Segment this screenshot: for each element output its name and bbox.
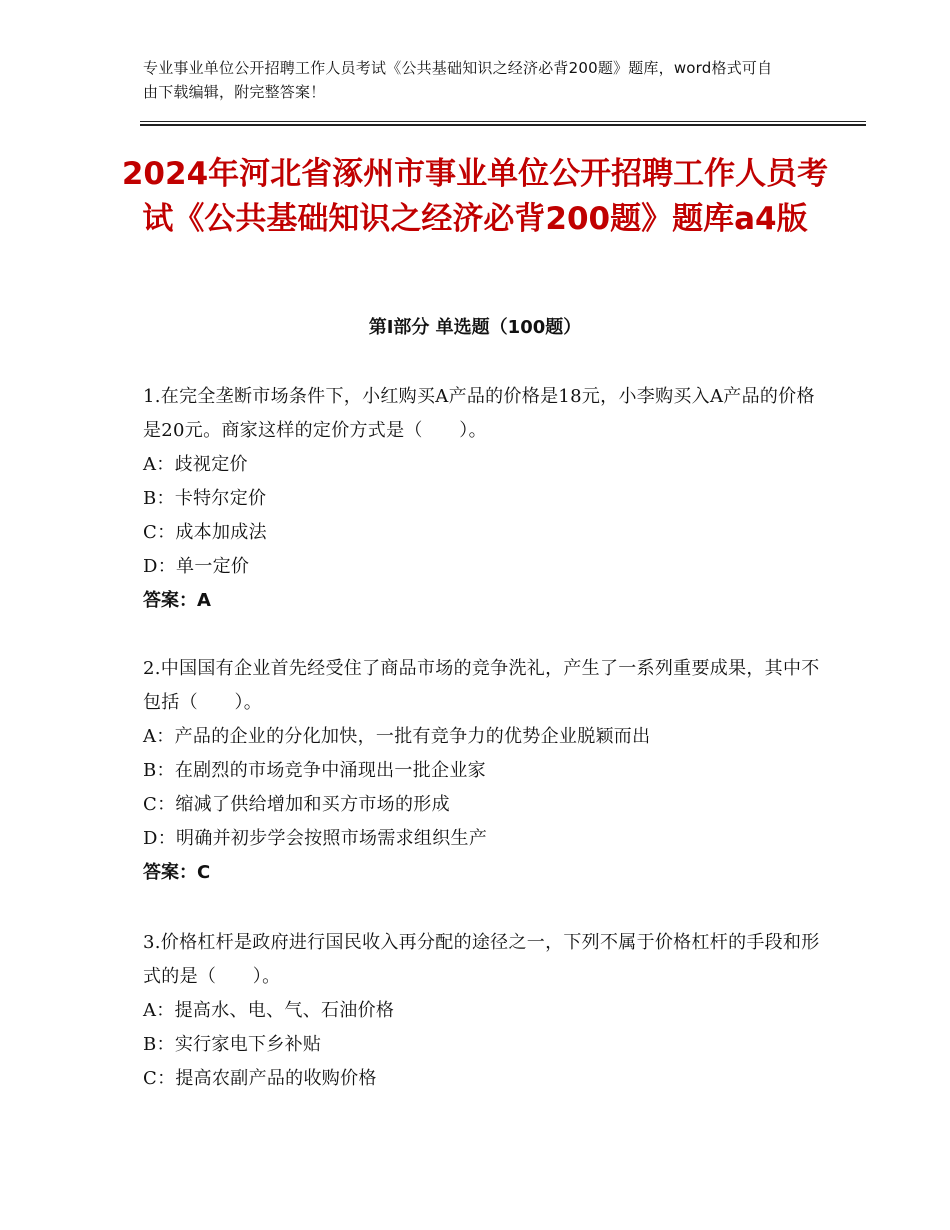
answer-label: 答案：A — [143, 590, 211, 611]
option-c: C：缩减了供给增加和买方市场的形成 — [143, 794, 450, 815]
question-stem: 1.在完全垄断市场条件下，小红购买A产品的价格是18元，小李购买入A产品的价格是20元。商家这样的定价方式是（ ）。 — [143, 386, 815, 441]
option-d: D：单一定价 — [143, 556, 250, 577]
question-block-2 — [143, 652, 823, 890]
option-a: A：提高水、电、气、石油价格 — [143, 1000, 395, 1021]
header-divider-thin — [140, 121, 866, 122]
option-a: A：歧视定价 — [143, 454, 248, 475]
document-title: 2024年河北省涿州市事业单位公开招聘工作人员考试《公共基础知识之经济必背200题》题库a4版 — [121, 156, 829, 237]
option-d: D：明确并初步学会按照市场需求组织生产 — [143, 828, 488, 849]
section-heading: 第Ⅰ部分 单选题（100题） — [368, 317, 582, 338]
option-b: B：在剧烈的市场竞争中涌现出一批企业家 — [143, 760, 486, 781]
option-b: B：卡特尔定价 — [143, 488, 267, 509]
question-stem: 2.中国国有企业首先经受住了商品市场的竞争洗礼，产生了一系列重要成果，其中不包括（ ）。 — [143, 658, 820, 713]
answer-label: 答案：C — [143, 862, 211, 883]
option-b: B：实行家电下乡补贴 — [143, 1034, 322, 1055]
question-stem: 3.价格杠杆是政府进行国民收入再分配的途径之一，下列不属于价格杠杆的手段和形式的是（ ）。 — [143, 932, 820, 987]
option-c: C：提高农副产品的收购价格 — [143, 1068, 377, 1089]
option-c: C：成本加成法 — [143, 522, 267, 543]
header-divider-thick — [140, 124, 866, 126]
option-a: A：产品的企业的分化加快，一批有竞争力的优势企业脱颖而出 — [143, 726, 651, 747]
header-note: 专业事业单位公开招聘工作人员考试《公共基础知识之经济必背200题》题库，word格式可自由下载编辑，附完整答案！ — [143, 59, 773, 101]
question-block-1 — [143, 380, 823, 618]
question-block-3 — [143, 926, 823, 1096]
